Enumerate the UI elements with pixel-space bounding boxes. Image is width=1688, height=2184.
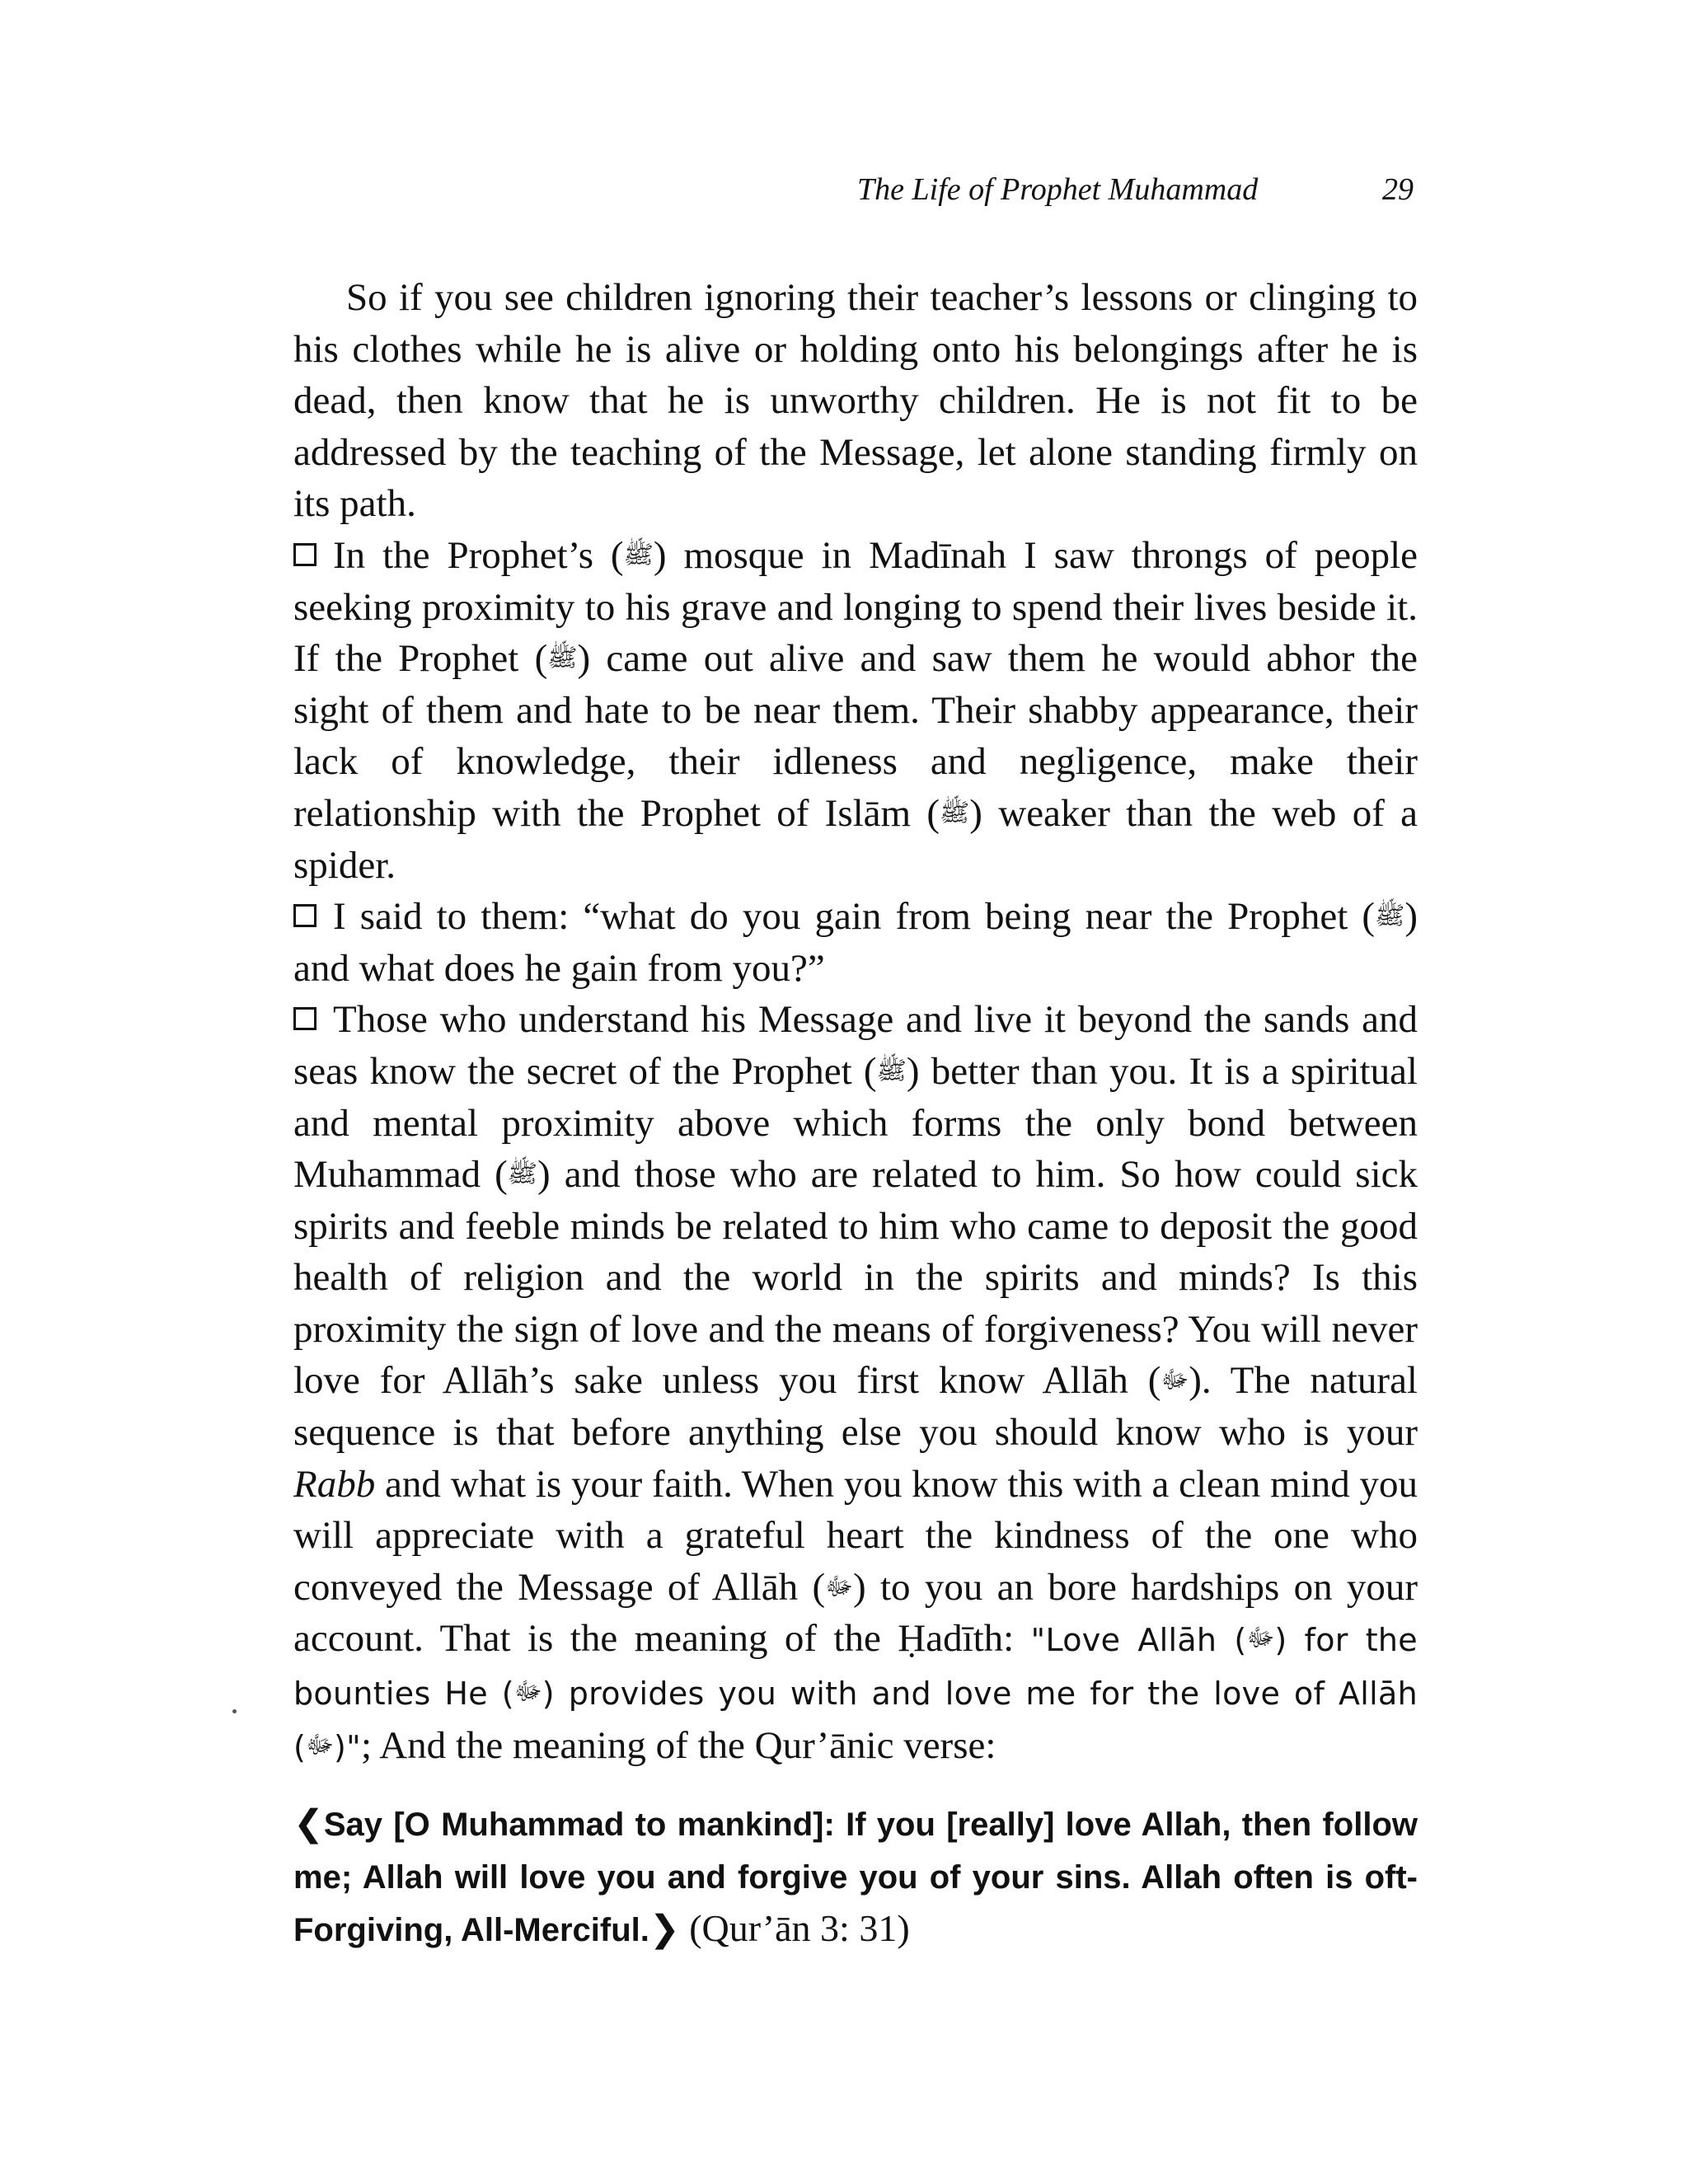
- glorification-icon: ﷻ: [513, 1677, 542, 1707]
- close-bracket-ornament: ❯: [649, 1909, 680, 1950]
- p2-text-2: mosque in Madīnah I saw throngs of people seeking proximity to his grave and longing to spend their lives beside it. If the Prophet: [293, 533, 1418, 681]
- checkbox-bullet-icon: [293, 904, 316, 927]
- glorification-icon: ﷻ: [1246, 1624, 1275, 1653]
- p4-text-5: and what is your faith. When you know this with a clean mind you will appreciate with a grateful heart the kindness of the one who conveyed the Message of Allāh: [293, 1462, 1418, 1609]
- verse-reference: (Qur’ān 3: 31): [689, 1907, 910, 1950]
- glorification-icon: ﷻ: [306, 1730, 335, 1760]
- p4-text-2: better than you. It is a spiritual and mental proximity above which forms the only bond between Muhammad: [293, 1049, 1418, 1197]
- checkbox-bullet-icon: [293, 1007, 316, 1030]
- glorification-icon: ﷻ: [1160, 1366, 1189, 1394]
- p3-text-2: and what does he gain from you?”: [293, 946, 825, 990]
- hadith-text-3: provides you with and love me for the love of Allāh: [568, 1675, 1418, 1713]
- body-text: [293, 272, 1418, 1994]
- salutation-icon: ﷺ: [876, 1057, 907, 1085]
- hadith-quote: "Love Allāh (ﷻ) for the bounties He (ﷻ) provides you with and love me for the love of Allāh (ﷻ)": [293, 1622, 1418, 1765]
- glorification-icon: ﷻ: [825, 1572, 853, 1601]
- salutation-icon: ﷺ: [507, 1160, 538, 1188]
- open-bracket-ornament: ❮: [293, 1803, 324, 1844]
- salutation-icon: ﷺ: [940, 799, 970, 827]
- p4-text-6: to you an bore hardships on your account. That is the meaning of the Ḥadīth:: [293, 1565, 1418, 1661]
- stray-mark: [232, 1709, 237, 1713]
- rabb-term: Rabb: [293, 1462, 376, 1506]
- p4-text-1: Those who understand his Message and live it beyond the sands and seas know the secret of the Prophet: [293, 998, 1418, 1093]
- page-number: 29: [1382, 172, 1414, 207]
- paragraph-1: [293, 272, 1418, 530]
- paragraph-1-text: So if you see children ignoring their teacher’s lessons or clinging to his clothes while he is alive or holding onto his belongings after he is dead, then know that he is unworthy children. He is not fit to be addressed by the teaching of the Message, let alone standing firmly on its path.: [293, 276, 1418, 526]
- paragraph-2: In the Prophet’s (ﷺ) mosque in Madīnah I saw throngs of people seeking proximity to his grave and longing to spend their lives beside it. If the Prophet (ﷺ) came out alive and saw them he would abhor the sight of them and hate to be near them. Their shabby appearance, their lack of knowledge, their idleness and negligence, make their relationship with the Prophet of Islām (ﷺ) weaker than the web of a spider.: [293, 533, 1418, 887]
- p4-text-4: . The natural sequence is that before anything else you should know who is your: [293, 1359, 1418, 1455]
- paragraph-3: I said to them: “what do you gain from being near the Prophet (ﷺ) and what does he gain from you?”: [293, 895, 1418, 990]
- running-head: [857, 165, 1414, 214]
- p4-text-3: and those who are related to him. So how could sick spirits and feeble minds be related to him who came to deposit the good health of religion and the world in the spirits and minds? Is this proximity the sign of love and the means of forgiveness? You will never love for Allāh’s sake unless you first know Allāh: [293, 1153, 1418, 1403]
- p4-text-7: ; And the meaning of the Qur’ānic verse:: [360, 1723, 996, 1767]
- hadith-text-2: for the bounties He: [293, 1622, 1418, 1713]
- quran-verse: [293, 1797, 1418, 1956]
- salutation-icon: ﷺ: [1375, 902, 1405, 930]
- hadith-text-4: ": [346, 1728, 361, 1765]
- salutation-icon: ﷺ: [623, 541, 654, 569]
- salutation-icon: ﷺ: [547, 644, 578, 673]
- verse-text: Say [O Muhammad to mankind]: If you [really] love Allah, then follow me; Allah will love you and forgive you of your sins. Allah often is oft-Forgiving, All-Merciful.: [293, 1807, 1418, 1949]
- paragraph-4: Those who understand his Message and live it beyond the sands and seas know the secret of the Prophet (ﷺ) better than you. It is a spiritual and mental proximity above which forms the only bond between Muhammad (ﷺ) and those who are related to him. So how could sick spirits and feeble minds be related to him who came to deposit the good health of religion and the world in the spirits and minds? Is this proximity the sign of love and the means of forgiveness? You will never love for Allāh’s sake unless you first know Allāh (ﷻ). The natural sequence is that before anything else you should know who is your Rabb and what is your faith. When you know this with a clean mind you will appreciate with a grateful heart the kindness of the one who conveyed the Message of Allāh (ﷻ) to you an bore hardships on your account. That is the meaning of the Ḥadīth: "Love Allāh (ﷻ) for the bounties He (ﷻ) provides you with and love me for the love of Allāh (ﷻ)"; And the meaning of the Qur’ānic verse:: [293, 998, 1418, 1767]
- hadith-text-1: "Love Allāh: [1030, 1622, 1217, 1659]
- running-title: The Life of Prophet Muhammad: [857, 172, 1259, 207]
- p2-text-1: In the Prophet’s: [333, 533, 593, 577]
- p2-text-4: weaker than the web of a spider.: [293, 791, 1418, 887]
- checkbox-bullet-icon: [293, 543, 316, 566]
- p3-text-1: I said to them: “what do you gain from being near the Prophet: [333, 895, 1348, 939]
- p2-text-3: came out alive and saw them he would abhor the sight of them and hate to be near them. Their shabby appearance, their lack of knowledge, their idleness and negligence, make their relationship with the Prophet of Islām: [293, 637, 1418, 835]
